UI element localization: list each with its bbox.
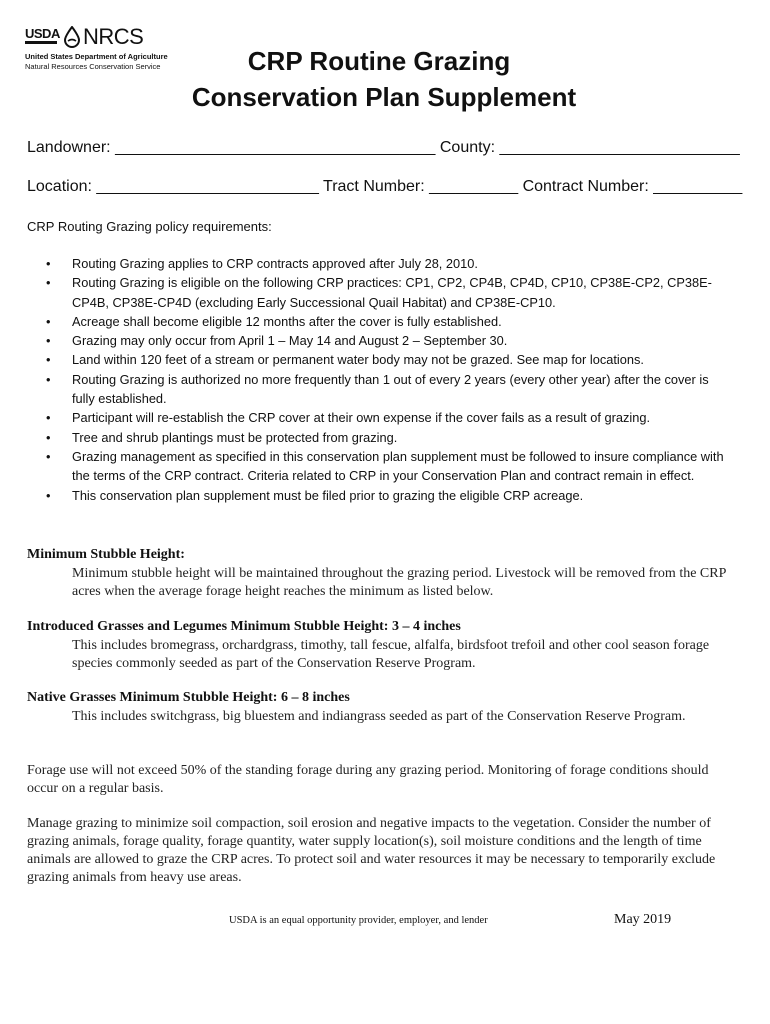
county-label: County:: [439, 139, 496, 156]
list-item-text: Routing Grazing is authorized no more frequently than 1 out of every 2 years (every other year) after the cover is fully established.: [72, 371, 709, 407]
list-item: [27, 273, 732, 312]
footer-notice: USDA is an equal opportunity provider, employer, and lender: [229, 915, 488, 926]
usda-wordmark: USDA: [25, 26, 60, 41]
tract-number-label: Tract Number:: [323, 178, 425, 195]
introduced-grasses-text: This includes bromegrass, orchardgrass, timothy, tall fescue, alfalfa, birdsfoot trefoil and other cool season forage species commonly seeded as part of the Conservation Reserve Program.: [72, 638, 710, 671]
list-item: [27, 370, 732, 409]
list-item: [27, 408, 732, 427]
list-item-text: This conservation plan supplement must be filed prior to grazing the eligible CRP acreage.: [72, 487, 584, 503]
list-item-text: Routing Grazing is eligible on the following CRP practices: CP1, CP2, CP4B, CP4D, CP10, CP38E-CP2, CP38E-CP4B, CP38E-CP4D (excluding Early Successional Quail Habitat) and CP38E-CP10.: [72, 275, 712, 310]
bullet-icon: •: [46, 275, 51, 291]
usda-underline: [25, 41, 57, 44]
bullet-icon: •: [46, 429, 51, 445]
department-name: United States Department of Agriculture: [25, 52, 168, 61]
nrcs-wordmark: NRCS: [83, 24, 144, 49]
bullet-icon: •: [46, 313, 51, 329]
landowner-label: Landowner:: [27, 139, 111, 156]
bullet-icon: •: [46, 371, 51, 387]
min-stubble-heading: Minimum Stubble Height:: [27, 547, 185, 562]
grazing-management-paragraph: Manage grazing to minimize soil compaction, soil erosion and negative impacts to the vegetation. Consider the number of grazing animals, forage quality, forage quantity, water supply location(s), soil moisture conditions and the length of time animals are allowed to graze the CRP acres. To protect soil and water resources it may be necessary to temporarily exclude grazing animals from heavy use areas.: [27, 816, 716, 885]
list-item-text: Tree and shrub plantings must be protected from grazing.: [72, 429, 398, 445]
tract-number-field[interactable]: __________: [429, 178, 519, 195]
contract-number-field[interactable]: __________: [653, 178, 743, 195]
contract-number-label: Contract Number:: [522, 178, 649, 195]
policy-requirements-list: [27, 254, 732, 505]
water-drop-icon: [63, 26, 81, 48]
forage-use-paragraph: Forage use will not exceed 50% of the standing forage during any grazing period. Monitoring of forage conditions should occur on a regular basis.: [27, 763, 709, 796]
location-tract-contract-row: [27, 178, 743, 196]
introduced-grasses-heading: Introduced Grasses and Legumes Minimum Stubble Height: 3 – 4 inches: [27, 619, 461, 634]
min-stubble-text: Minimum stubble height will be maintained throughout the grazing period. Livestock will be removed from the CRP acres when the average forage height reaches the minimum as listed below.: [72, 566, 726, 599]
bullet-icon: •: [46, 352, 51, 368]
native-grasses-heading: Native Grasses Minimum Stubble Height: 6 – 8 inches: [27, 690, 350, 705]
bullet-icon: •: [46, 256, 51, 271]
list-item: [27, 447, 732, 486]
bullet-icon: •: [46, 487, 51, 503]
list-item: [27, 350, 732, 369]
landowner-field[interactable]: ____________________________________: [115, 139, 436, 156]
location-label: Location:: [27, 178, 92, 195]
list-item: [27, 312, 732, 331]
bullet-icon: •: [46, 448, 51, 464]
list-item-text: Grazing management as specified in this conservation plan supplement must be followed to insure compliance with the terms of the CRP contract. Criteria related to CRP in your Conservation Plan and contract remain in effect.: [72, 448, 724, 484]
location-field[interactable]: _________________________: [96, 178, 319, 195]
list-item: [27, 486, 732, 505]
page-title-line1: CRP Routine Grazing: [247, 46, 511, 76]
bullet-icon: •: [46, 333, 51, 349]
list-item-text: Participant will re-establish the CRP cover at their own expense if the cover fails as a result of grazing.: [72, 410, 651, 426]
list-item-text: Routing Grazing applies to CRP contracts approved after July 28, 2010.: [72, 256, 478, 271]
page-title-line2: Conservation Plan Supplement: [191, 82, 577, 112]
native-grasses-text: This includes switchgrass, big bluestem and indiangrass seeded as part of the Conservation Reserve Program.: [72, 709, 686, 724]
county-field[interactable]: ___________________________: [499, 139, 740, 156]
list-item: [27, 254, 732, 273]
service-name: Natural Resources Conservation Service: [25, 62, 161, 71]
footer-date: May 2019: [614, 912, 672, 927]
landowner-county-row: [27, 139, 743, 157]
list-item-text: Acreage shall become eligible 12 months after the cover is fully established.: [72, 313, 502, 329]
list-item: [27, 428, 732, 447]
list-item: [27, 331, 732, 350]
bullet-icon: •: [46, 410, 51, 426]
list-item-text: Land within 120 feet of a stream or permanent water body may not be grazed. See map for locations.: [72, 352, 644, 368]
list-item-text: Grazing may only occur from April 1 – May 14 and August 2 – September 30.: [72, 333, 508, 349]
policy-heading: CRP Routing Grazing policy requirements:: [27, 219, 272, 234]
